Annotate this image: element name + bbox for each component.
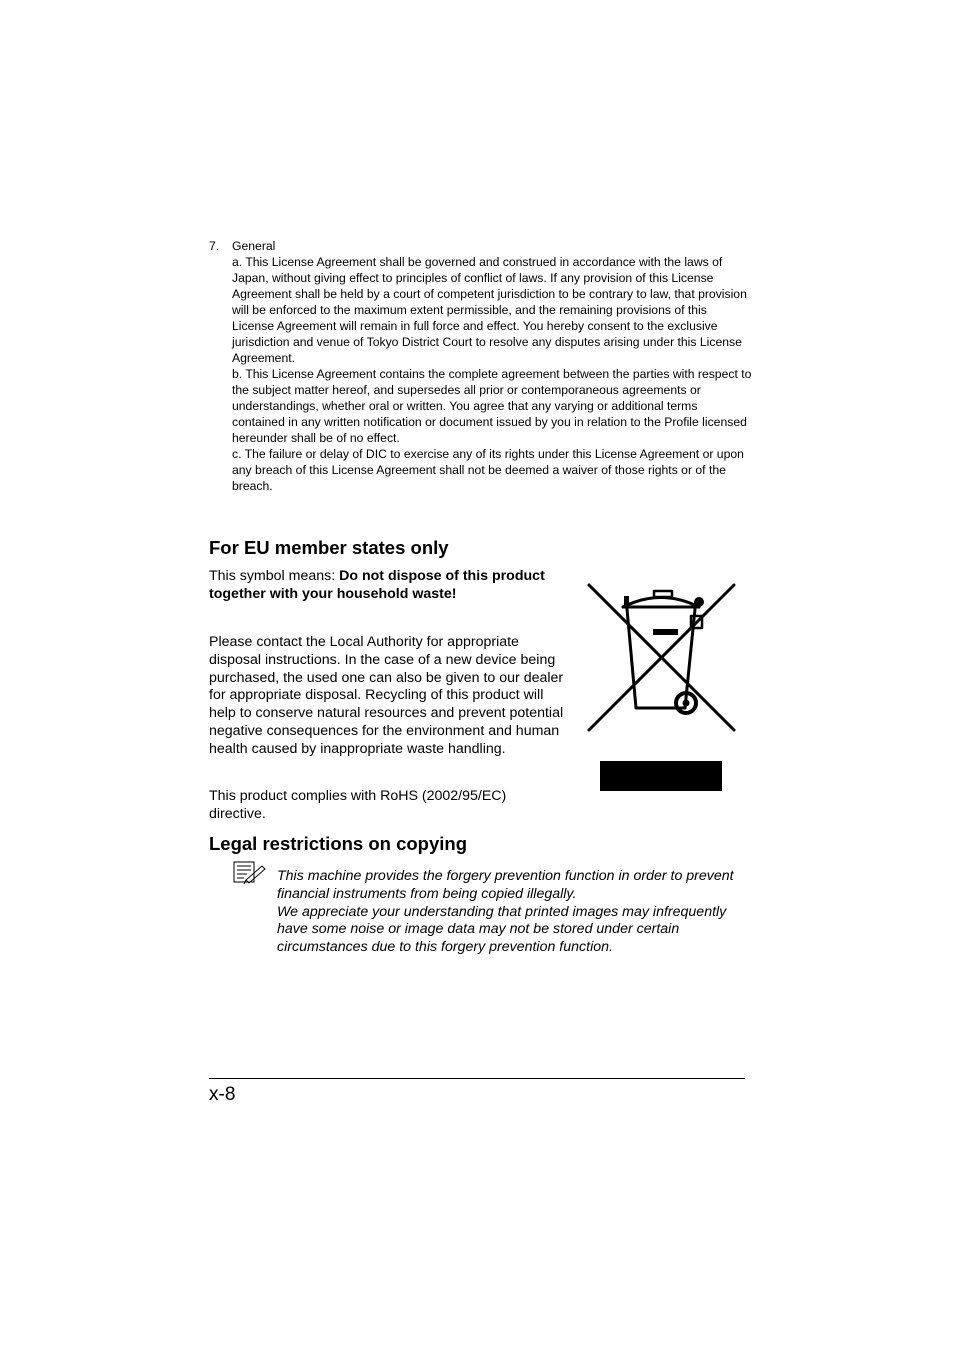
- clause-a: a. This License Agreement shall be governed and construed in accordance with the laws of Japan, without giving effect to principles of conflict of laws. If any provision of this License Agreement shall be held by a court of competent jurisdiction to be contrary to law, that provision will be enforced to the maximum extent permissible, and the remaining provisions of this License Agreement will remain in full force and effect. You hereby consent to the exclusive jurisdiction and venue of Tokyo District Court to resolve any disputes arising under this License Agreement.: [232, 255, 747, 365]
- eu-heading: For EU member states only: [209, 537, 449, 558]
- general-clauses: [232, 254, 752, 494]
- disposal-instructions: Please contact the Local Authority for appropriate disposal instructions. In the case of a new device being purchased, the used one can also be given to our dealer for appropriate disposal. Recycling of this product will help to conserve natural resources and prevent potential negative consequences for the environment and human health caused by inappropriate waste handling.: [209, 634, 564, 757]
- note-line-2: We appreciate your understanding that printed images may infrequently have some noise or image data may not be stored under certain circumstances due to this forgery prevention function.: [277, 903, 727, 956]
- page-number: x-8: [209, 1084, 236, 1105]
- symbol-warning: Do not dispose of this product together with your household waste!: [209, 568, 545, 602]
- note-pencil-icon: [232, 860, 268, 884]
- clause-b: b. This License Agreement contains the complete agreement between the parties with respect to the subject matter hereof, and supersedes all prior or contemporaneous agreements or understandings, whether oral or written. You agree that any varying or additional terms contained in any written notification or document issued by you in relation to the Profile licensed hereunder shall be of no effect.: [232, 367, 752, 445]
- clause-c: c. The failure or delay of DIC to exercise any of its rights under this License Agreement or upon any breach of this License Agreement shall not be deemed a waiver of those rights or of the breach.: [232, 447, 744, 493]
- black-bar: [600, 761, 722, 791]
- section-number: 7.: [209, 239, 220, 253]
- note-line-1: This machine provides the forgery prevention function in order to prevent financial instruments from being copied illegally.: [277, 868, 734, 902]
- symbol-intro: This symbol means:: [209, 568, 340, 584]
- rohs-statement: This product complies with RoHS (2002/95/EC) directive.: [209, 788, 507, 822]
- crossed-out-wheelie-bin-icon: [583, 580, 739, 735]
- footer-rule: [209, 1078, 745, 1079]
- legal-heading: Legal restrictions on copying: [209, 833, 468, 854]
- section-title: General: [232, 239, 276, 253]
- note-text: [277, 868, 747, 957]
- symbol-meaning: [209, 568, 559, 604]
